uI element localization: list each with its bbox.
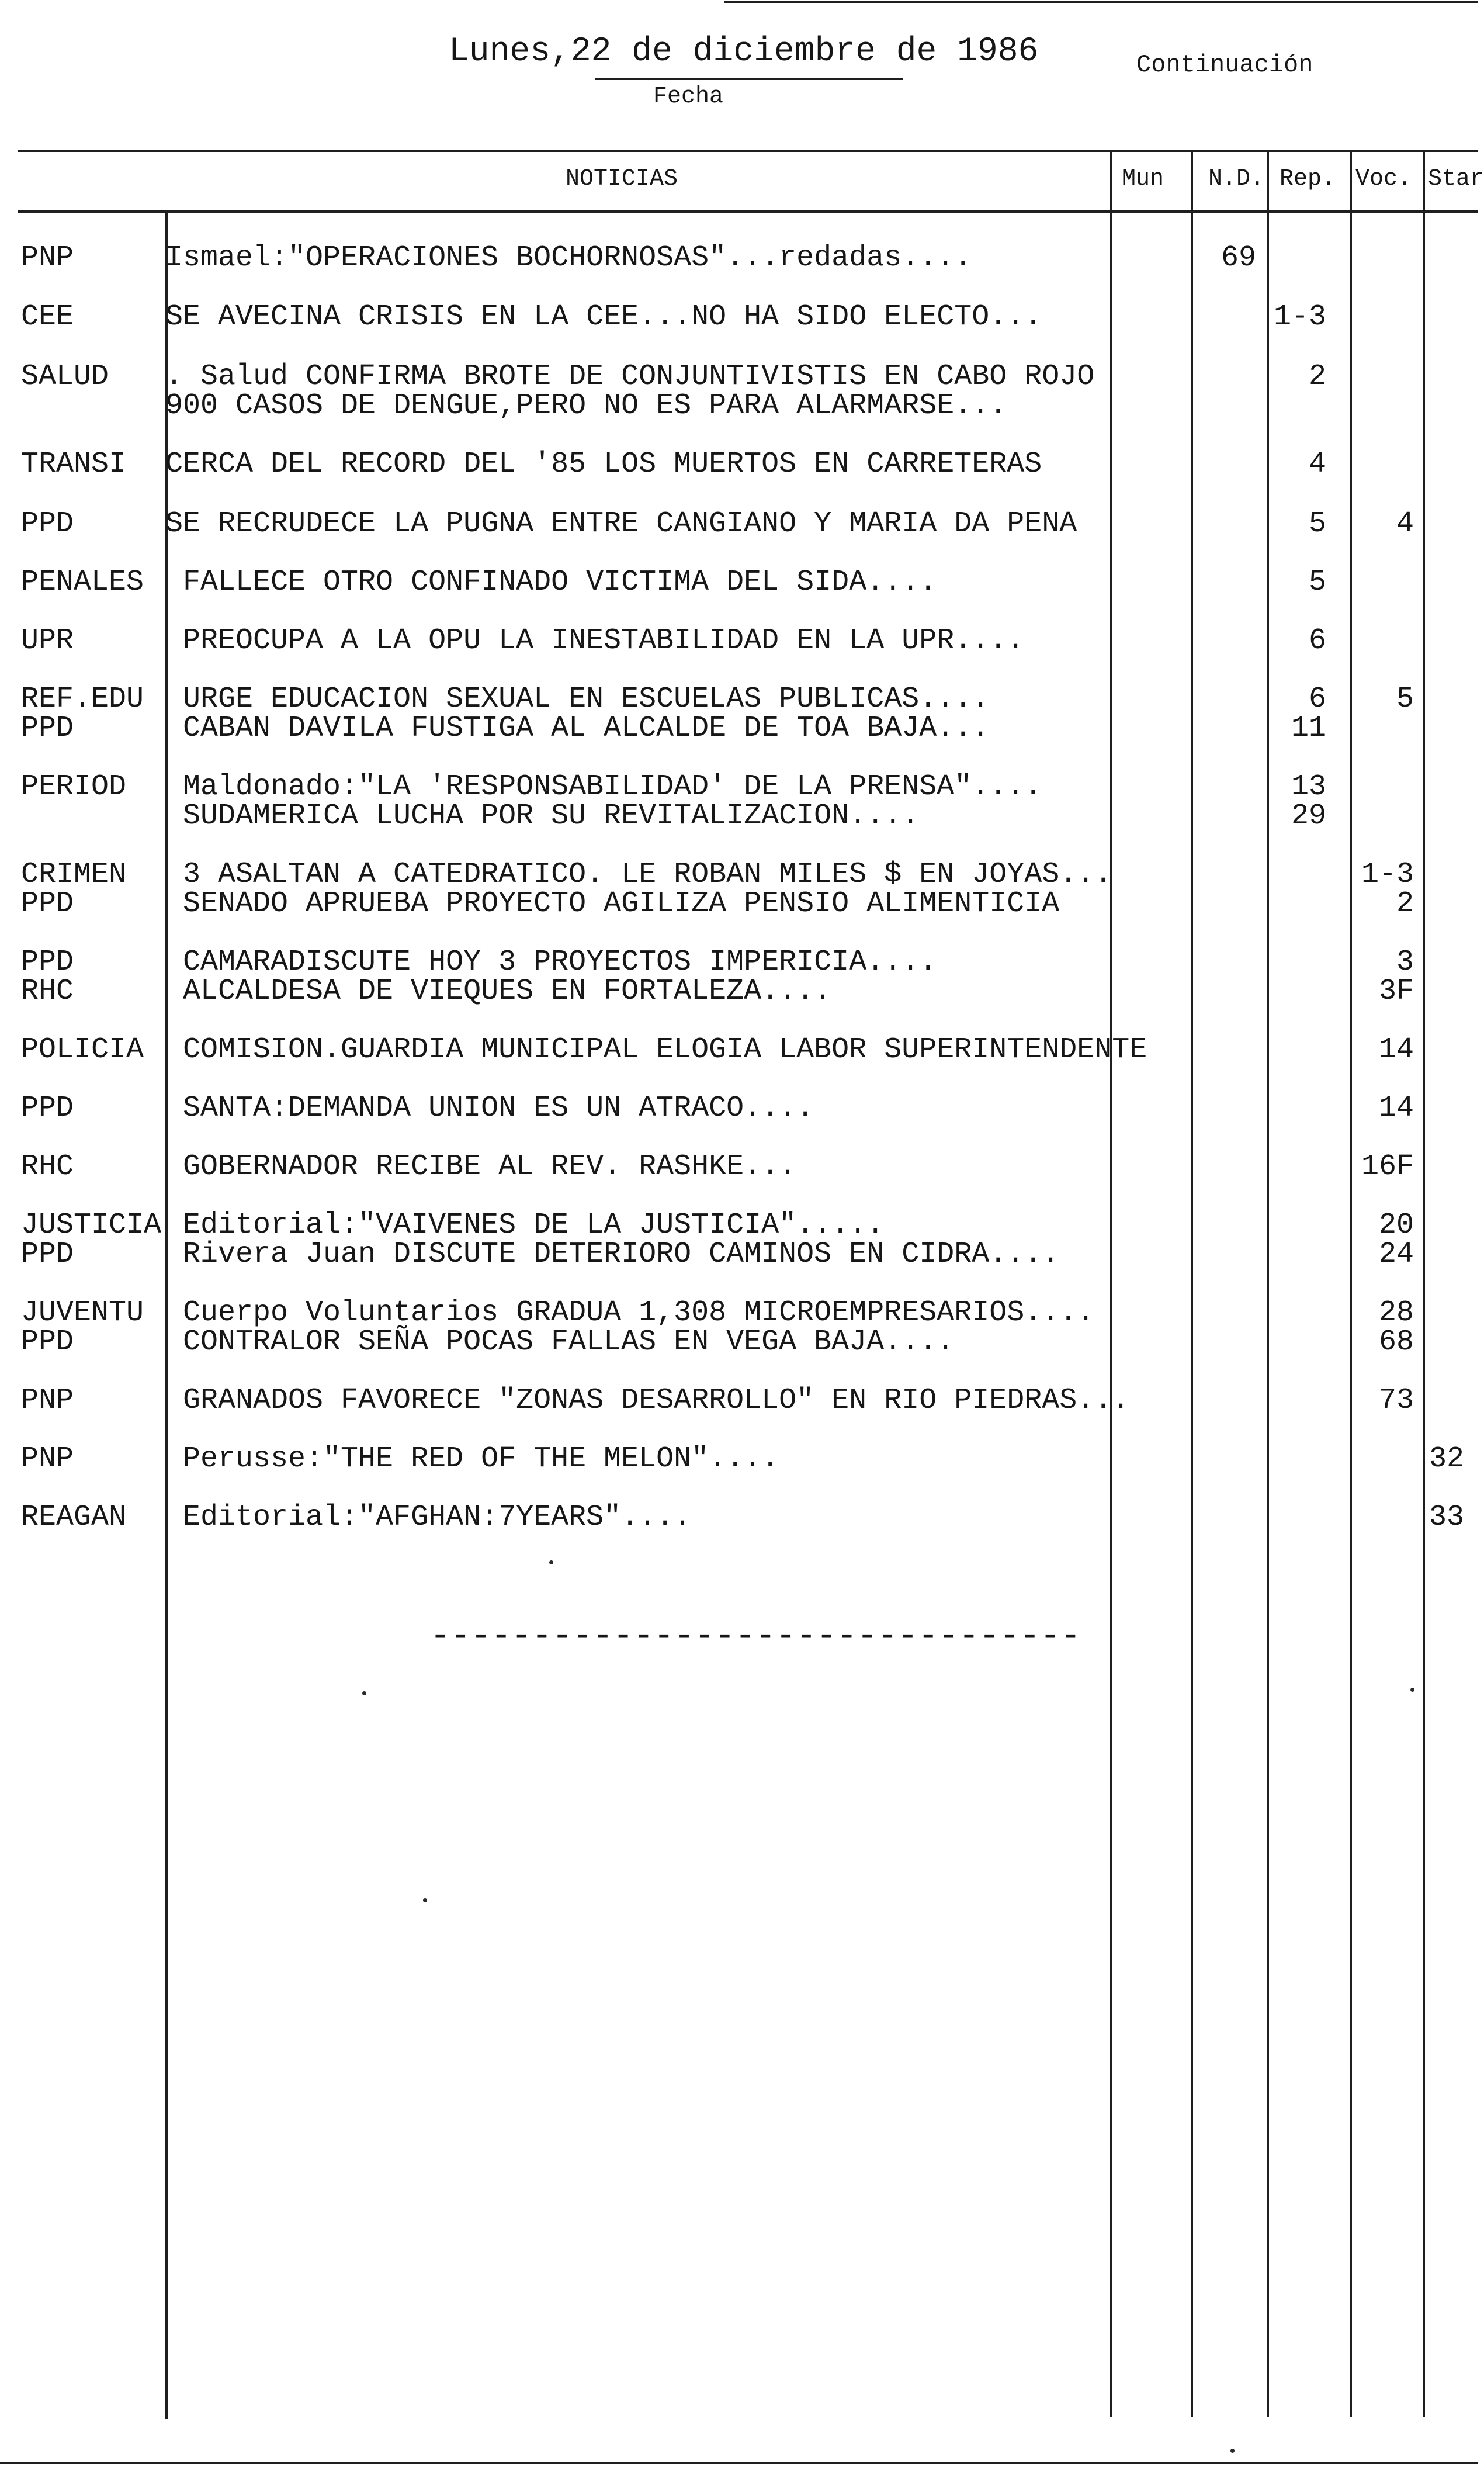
date-caption: Fecha [653, 84, 724, 110]
row-voc-value: 1-3 [1361, 858, 1414, 891]
row-headline: SE RECRUDECE LA PUGNA ENTRE CANGIANO Y MARIA DA PENA [165, 507, 1077, 541]
row-headline: Rivera Juan DISCUTE DETERIORO CAMINOS EN CIDRA.... [183, 1238, 1060, 1271]
row-category: RHC [21, 1150, 74, 1183]
row-category: PPD [21, 1325, 74, 1359]
row-category: PNP [21, 1384, 74, 1417]
category-divider [165, 210, 168, 2419]
row-voc-value: 3F [1378, 975, 1414, 1008]
row-headline: ALCALDESA DE VIEQUES EN FORTALEZA.... [183, 975, 832, 1008]
column-divider-mun [1110, 150, 1112, 2417]
column-header-mun: Mun [1122, 166, 1164, 192]
row-voc-value: 14 [1378, 1092, 1414, 1125]
column-header-rep: Rep. [1280, 166, 1336, 192]
row-voc-value: 24 [1378, 1238, 1414, 1271]
print-speck [1230, 2449, 1235, 2453]
row-headline: Perusse:"THE RED OF THE MELON".... [183, 1442, 779, 1476]
row-headline: Editorial:"AFGHAN:7YEARS".... [183, 1501, 692, 1534]
row-category: PNP [21, 1442, 74, 1476]
print-speck [423, 1898, 427, 1902]
print-speck [1410, 1688, 1414, 1692]
column-divider-star [1423, 150, 1425, 2417]
row-rep-value: 11 [1291, 712, 1326, 745]
row-category: SALUD [21, 360, 109, 393]
row-category: PPD [21, 712, 74, 745]
column-divider-nd [1191, 150, 1193, 2417]
row-category: PPD [21, 1092, 74, 1125]
row-headline: SANTA:DEMANDA UNION ES UN ATRACO.... [183, 1092, 814, 1125]
row-category: PENALES [21, 566, 144, 599]
row-headline: GRANADOS FAVORECE "ZONAS DESARROLLO" EN RIO PIEDRAS... [183, 1384, 1130, 1417]
row-voc-value: 28 [1378, 1296, 1414, 1330]
row-category: PPD [21, 507, 74, 541]
row-category: PNP [21, 241, 74, 275]
row-rep-value: 29 [1291, 799, 1326, 833]
row-rep-value: 5 [1308, 507, 1326, 541]
row-star-value: 32 [1429, 1442, 1465, 1476]
row-headline: URGE EDUCACION SEXUAL EN ESCUELAS PUBLICAS.... [183, 683, 990, 716]
row-category: PERIOD [21, 770, 127, 804]
column-header-nd: N.D. [1208, 166, 1265, 192]
row-headline: Ismael:"OPERACIONES BOCHORNOSAS"...redadas.... [165, 241, 972, 275]
row-voc-value: 14 [1378, 1033, 1414, 1067]
row-rep-value: 5 [1308, 566, 1326, 599]
row-headline: FALLECE OTRO CONFINADO VICTIMA DEL SIDA.... [183, 566, 937, 599]
row-category: POLICIA [21, 1033, 144, 1067]
row-headline: 900 CASOS DE DENGUE,PERO NO ES PARA ALARMARSE... [165, 389, 1007, 423]
row-category: UPR [21, 624, 74, 657]
row-voc-value: 4 [1396, 507, 1414, 541]
continuation-label: Continuación [1136, 51, 1313, 79]
header-bottom-rule [18, 210, 1478, 213]
row-headline: SENADO APRUEBA PROYECTO AGILIZA PENSIO ALIMENTICIA [183, 887, 1060, 920]
row-star-value: 33 [1429, 1501, 1465, 1534]
row-headline: CONTRALOR SEÑA POCAS FALLAS EN VEGA BAJA.... [183, 1325, 955, 1359]
row-headline: CERCA DEL RECORD DEL '85 LOS MUERTOS EN CARRETERAS [165, 448, 1042, 481]
date-line: Lunes,22 de diciembre de 1986 [449, 33, 1039, 71]
row-category: PPD [21, 1238, 74, 1271]
row-headline: PREOCUPA A LA OPU LA INESTABILIDAD EN LA UPR.... [183, 624, 1025, 657]
row-rep-value: 2 [1308, 360, 1326, 393]
column-divider-rep [1267, 150, 1269, 2417]
row-category: TRANSI [21, 448, 127, 481]
row-headline: Editorial:"VAIVENES DE LA JUSTICIA"..... [183, 1209, 885, 1242]
column-divider-voc [1350, 150, 1352, 2417]
row-rep-value: 4 [1308, 448, 1326, 481]
row-headline: Maldonado:"LA 'RESPONSABILIDAD' DE LA PRENSA".... [183, 770, 1042, 804]
row-category: CEE [21, 300, 74, 334]
column-header-noticias: NOTICIAS [566, 166, 678, 192]
row-voc-value: 3 [1396, 946, 1414, 979]
print-speck [362, 1691, 366, 1695]
row-headline: CABAN DAVILA FUSTIGA AL ALCALDE DE TOA BAJA... [183, 712, 990, 745]
header-top-rule [18, 150, 1478, 152]
column-header-voc: Voc. [1355, 166, 1412, 192]
end-separator: -------------------------------- [430, 1618, 1081, 1656]
row-category: CRIMEN [21, 858, 127, 891]
row-headline: CAMARADISCUTE HOY 3 PROYECTOS IMPERICIA.... [183, 946, 937, 979]
row-voc-value: 68 [1378, 1325, 1414, 1359]
row-voc-value: 20 [1378, 1209, 1414, 1242]
row-headline: Cuerpo Voluntarios GRADUA 1,308 MICROEMPRESARIOS.... [183, 1296, 1095, 1330]
row-category: RHC [21, 975, 74, 1008]
row-voc-value: 2 [1396, 887, 1414, 920]
row-headline: . Salud CONFIRMA BROTE DE CONJUNTIVISTIS EN CABO ROJO [165, 360, 1095, 393]
row-rep-value: 6 [1308, 683, 1326, 716]
row-rep-value: 13 [1291, 770, 1326, 804]
row-headline: 3 ASALTAN A CATEDRATICO. LE ROBAN MILES $ EN JOYAS... [183, 858, 1112, 891]
row-category: REF.EDU [21, 683, 144, 716]
row-headline: GOBERNADOR RECIBE AL REV. RASHKE... [183, 1150, 797, 1183]
print-speck [549, 1560, 553, 1564]
row-headline: SE AVECINA CRISIS EN LA CEE...NO HA SIDO ELECTO... [165, 300, 1042, 334]
row-category: JUVENTU [21, 1296, 144, 1330]
column-header-star: Star [1428, 166, 1484, 192]
row-category: JUSTICIA [21, 1209, 162, 1242]
row-headline: SUDAMERICA LUCHA POR SU REVITALIZACION.... [183, 799, 920, 833]
row-headline: COMISION.GUARDIA MUNICIPAL ELOGIA LABOR SUPERINTENDENTE [183, 1033, 1147, 1067]
row-voc-value: 73 [1378, 1384, 1414, 1417]
row-category: REAGAN [21, 1501, 127, 1534]
row-nd-value: 69 [1221, 241, 1256, 275]
row-voc-value: 16F [1361, 1150, 1414, 1183]
row-voc-value: 5 [1396, 683, 1414, 716]
row-rep-value: 6 [1308, 624, 1326, 657]
row-category: PPD [21, 887, 74, 920]
date-underline [595, 78, 903, 80]
row-rep-value: 1-3 [1273, 300, 1326, 334]
top-rule [724, 1, 1478, 3]
row-category: PPD [21, 946, 74, 979]
bottom-rule [0, 2462, 1478, 2464]
